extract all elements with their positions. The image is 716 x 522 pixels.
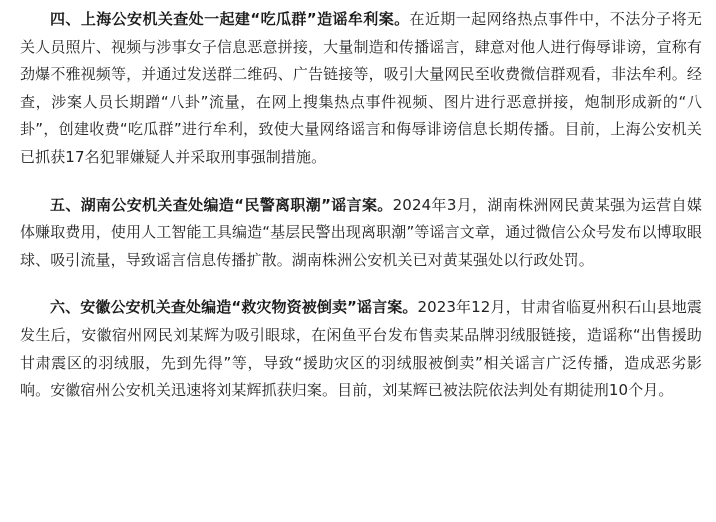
case-paragraph-shanghai (20, 6, 702, 172)
case-paragraph-anhui (20, 294, 702, 404)
case-body-hunan: 2024年3月，湖南株洲网民黄某强为运营自媒体赚取费用，使用人工智能工具编造“基层民警出现离职潮”等谣言文章，通过微信公众号发布以博取眼球、吸引流量，导致谣言信息传播扩散。湖南株洲公安机关已对黄某强处以行政处罚。 (20, 195, 702, 269)
case-paragraph-hunan (20, 192, 702, 275)
case-title-hunan: 五、湖南公安机关查处编造“民警离职潮”谣言案。 (50, 195, 393, 214)
case-body-anhui: 2023年12月，甘肃省临夏州积石山县地震发生后，安徽宿州网民刘某辉为吸引眼球，在闲鱼平台发布售卖某品牌羽绒服链接，造谣称“出售援助甘肃震区的羽绒服，先到先得”等，导致“援助灾区的羽绒服被倒卖”相关谣言广泛传播，造成恶劣影响。安徽宿州公安机关迅速将刘某辉抓获归案。目前，刘某辉已被法院依法判处有期徒刑10个月。 (20, 298, 702, 400)
case-title-shanghai: 四、上海公安机关查处一起建“吃瓜群”造谣牟利案。 (50, 10, 410, 28)
case-title-anhui: 六、安徽公安机关查处编造“救灾物资被倒卖”谣言案。 (50, 298, 418, 317)
case-body-shanghai: 在近期一起网络热点事件中，不法分子将无关人员照片、视频与涉事女子信息恶意拼接，大量制造和传播谣言，肆意对他人进行侮辱诽谤，宣称有劲爆不雅视频等，并通过发送群二维码、广告链接等，吸引大量网民至收费微信群观看，非法牟利。经查，涉案人员长期蹭“八卦”流量，在网上搜集热点事件视频、图片进行恶意拼接，炮制形成新的“八卦”，创建收费“吃瓜群”进行牟利，致使大量网络谣言和侮辱诽谤信息长期传播。目前，上海公安机关已抓获17名犯罪嫌疑人并采取刑事强制措施。 (20, 10, 702, 166)
